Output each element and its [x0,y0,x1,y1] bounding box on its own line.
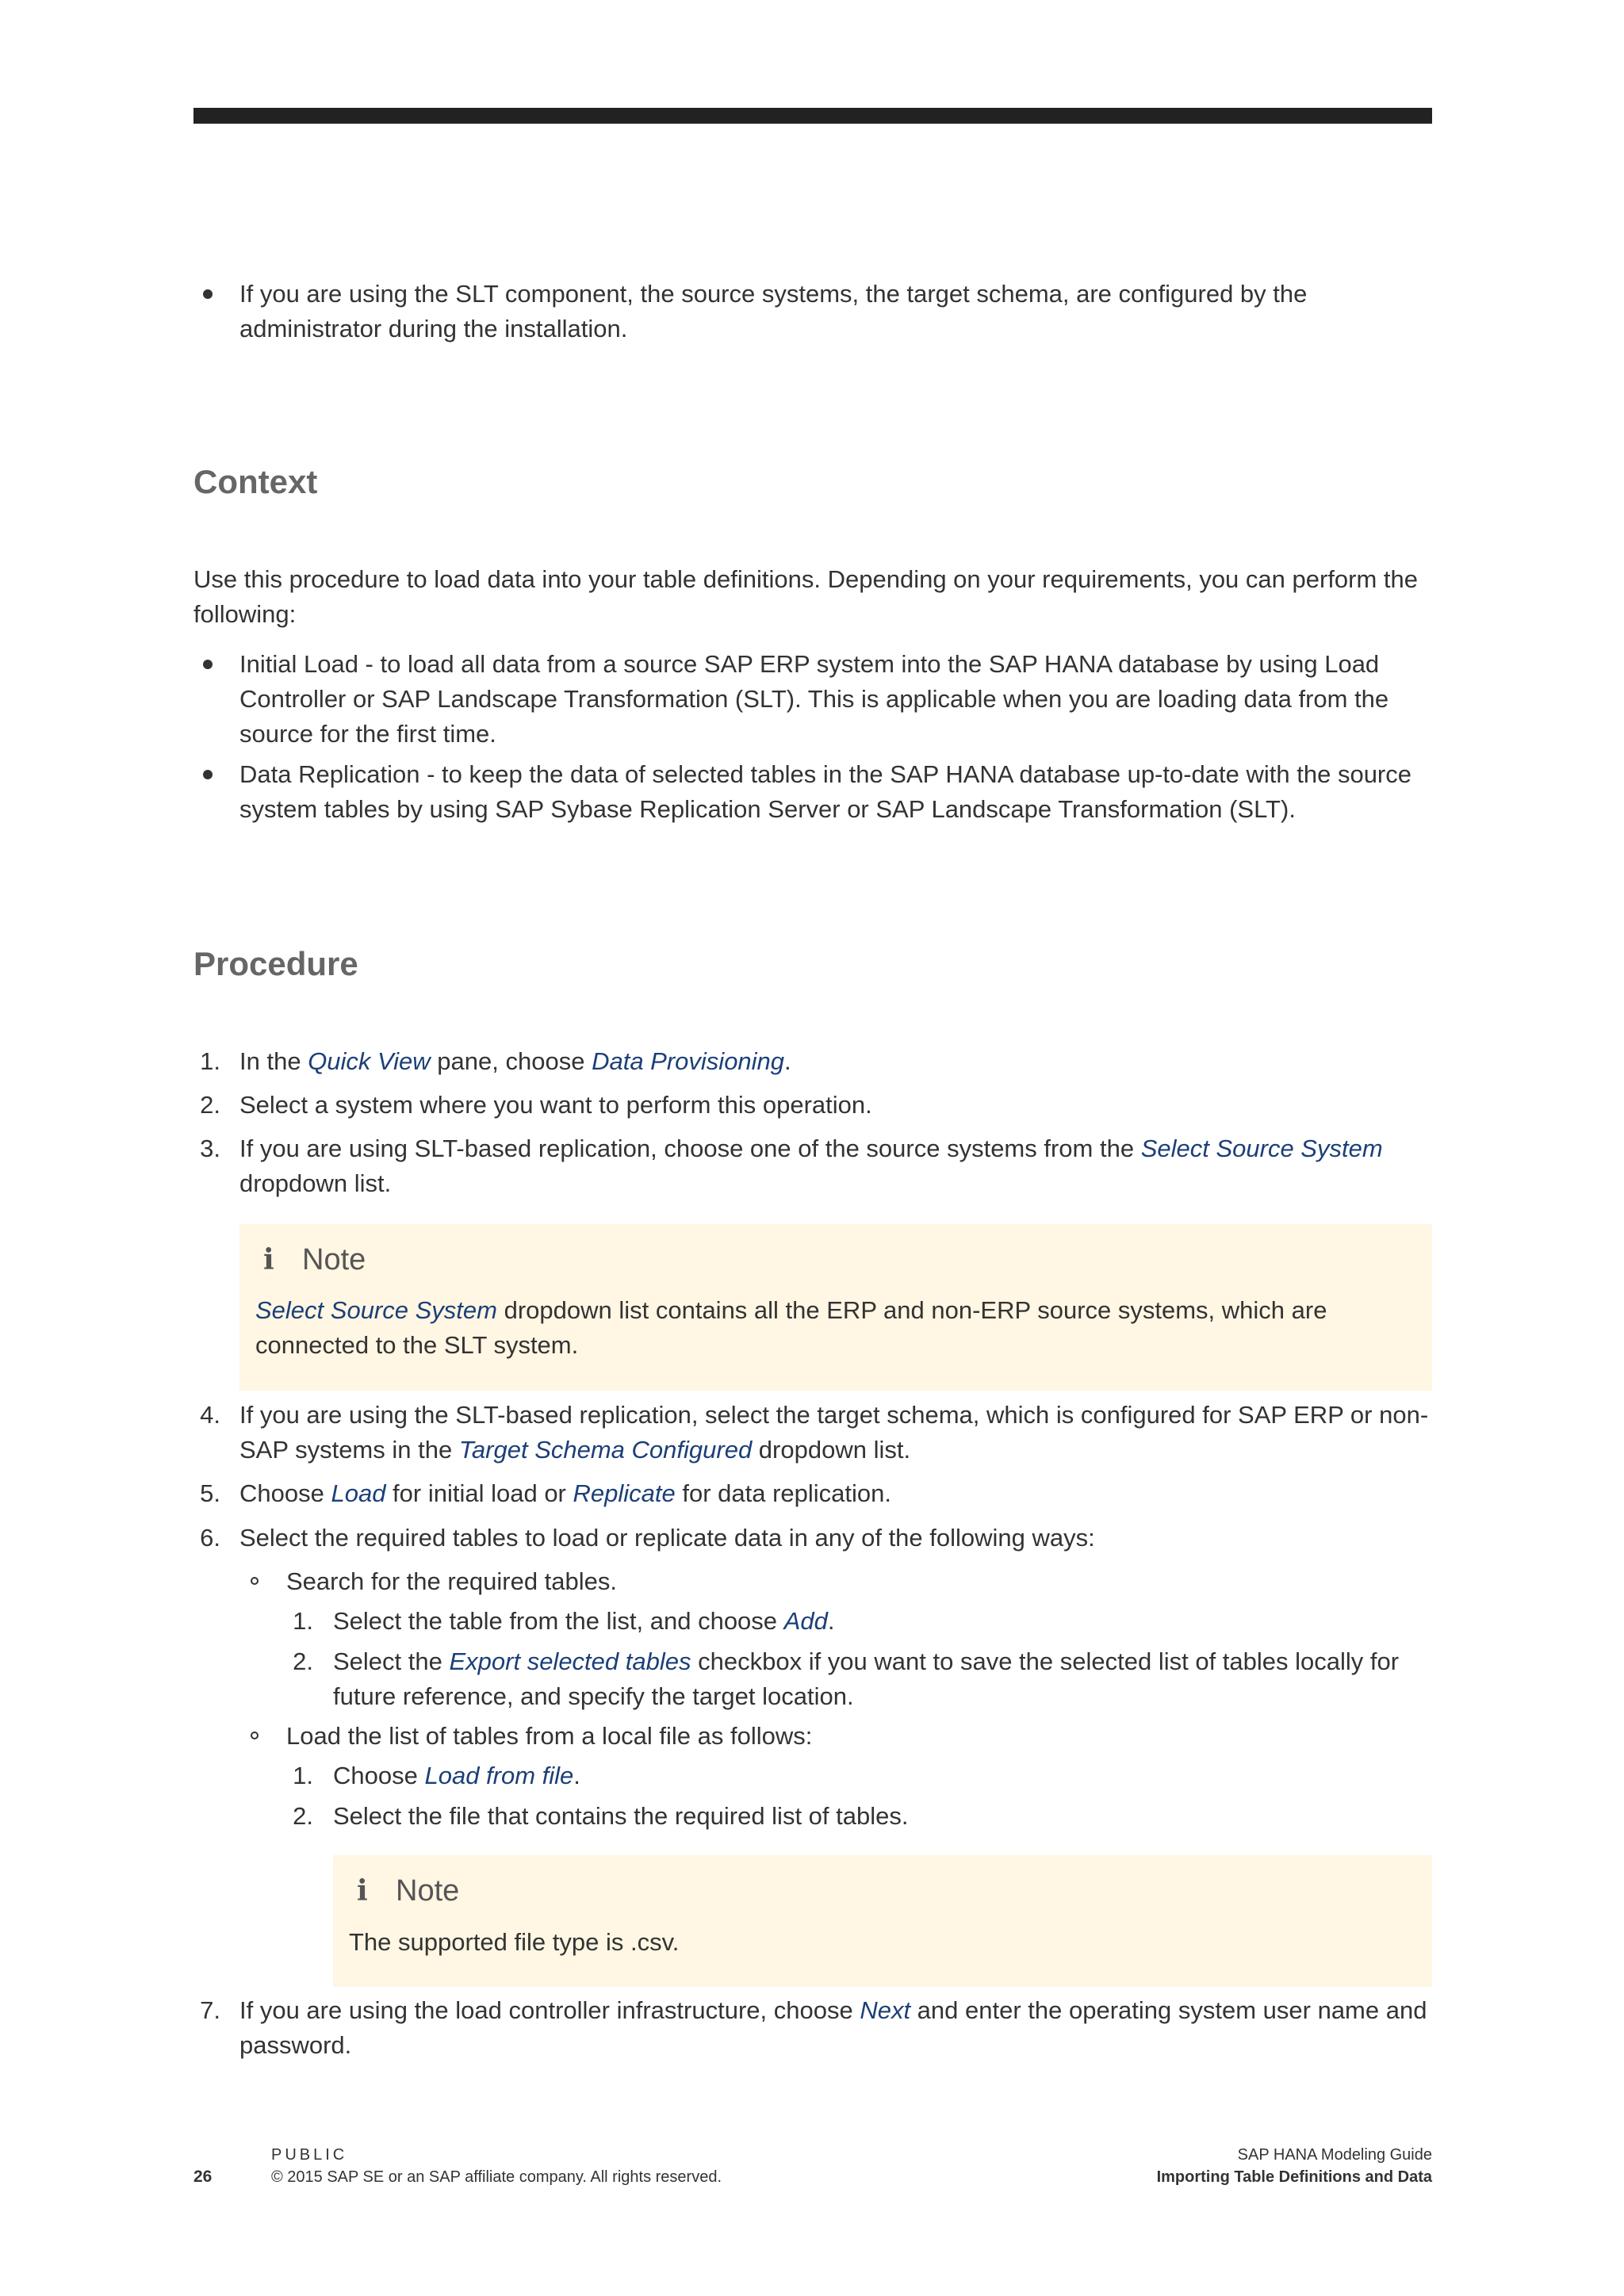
step-5-text: Choose Load for initial load or Replicate for data replication. [239,1479,892,1507]
step-3-text: If you are using SLT-based replication, choose one of the source systems from the Select Source System dropdown list. [239,1135,1383,1197]
load-from-file-link[interactable]: Load from file [424,1762,574,1789]
sub-option-search: Search for the required tables. [286,1567,618,1595]
step-7-text: If you are using the load controller infrastructure, choose Next and enter the operating system user name and password. [239,1996,1427,2059]
select-source-system-link[interactable]: Select Source System [1140,1135,1383,1162]
context-bullet-data-replication: Data Replication - to keep the data of selected tables in the SAP HANA database up-to-date with the source system tables by using SAP Sybase Replication Server or SAP Landscape Transformation (SLT). [239,760,1411,823]
note-title: Note [396,1874,460,1908]
info-icon: i [263,1243,274,1276]
step-number: 1. [200,1047,220,1075]
quick-view-link[interactable]: Quick View [308,1047,431,1075]
step-number: 5. [200,1479,220,1507]
step-number: 3. [200,1135,220,1162]
context-bullet-initial-load: Initial Load - to load all data from a source SAP ERP system into the SAP HANA database by using Load Controller or SAP Landscape Transformation (SLT). This is applicable when you are loading data from the source for the first time. [239,650,1389,748]
sub-step-select-file: Select the file that contains the required list of tables. [333,1802,909,1830]
info-icon: i [357,1874,368,1908]
sub-step-number: 1. [293,1762,313,1789]
sub-step-number: 2. [293,1647,313,1675]
replicate-link[interactable]: Replicate [573,1479,676,1507]
bullet-marker [203,289,213,299]
sub-bullet-marker [251,1577,259,1585]
context-paragraph: Use this procedure to load data into your table definitions. Depending on your requirements, you can perform the following: [193,565,1419,628]
target-schema-configured-link[interactable]: Target Schema Configured [458,1436,753,1464]
top-rule [193,108,1432,124]
sub-step-number: 2. [293,1802,313,1830]
chapter-title: Importing Table Definitions and Data [1156,2168,1432,2186]
guide-title: SAP HANA Modeling Guide [1237,2146,1432,2164]
page-number: 26 [193,2168,213,2186]
copyright-text: © 2015 SAP SE or an SAP affiliate company. All rights reserved. [271,2168,722,2186]
note-text: The supported file type is .csv. [349,1928,680,1956]
next-link[interactable]: Next [860,1996,911,2024]
note-box [239,1224,1432,1391]
data-provisioning-link[interactable]: Data Provisioning [592,1047,785,1075]
bullet-marker [203,660,213,669]
step-6-text: Select the required tables to load or replicate data in any of the following ways: [239,1524,1095,1552]
step-number: 6. [200,1524,220,1552]
classification-label: PUBLIC [271,2146,348,2164]
load-link[interactable]: Load [331,1479,386,1507]
sub-option-load-file: Load the list of tables from a local file as follows: [286,1722,813,1750]
export-selected-tables-link[interactable]: Export selected tables [449,1647,691,1675]
step-number: 7. [200,1996,220,2024]
add-link[interactable]: Add [783,1607,828,1635]
sub-step-choose-load: Choose Load from file. [333,1762,580,1789]
context-heading: Context [193,463,318,500]
step-number: 2. [200,1091,220,1119]
note-title: Note [302,1243,366,1276]
intro-bullet-text: If you are using the SLT component, the source systems, the target schema, are configured by the administrator during the installation. [239,280,1308,342]
note-box [333,1855,1432,1987]
step-1-text: In the Quick View pane, choose Data Provisioning. [239,1047,791,1075]
sub-step-number: 1. [293,1607,313,1635]
note-text: Select Source System dropdown list contains all the ERP and non-ERP source systems, which are connected to the SLT system. [255,1296,1327,1359]
step-number: 4. [200,1401,220,1429]
sub-step-export-tables: Select the Export selected tables checkbox if you want to save the selected list of tables locally for future reference, and specify the target location. [333,1647,1400,1710]
sub-bullet-marker [251,1732,259,1739]
step-4-text: If you are using the SLT-based replication, select the target schema, which is configured for SAP ERP or non-SAP systems in the Target Schema Configured dropdown list. [239,1401,1429,1464]
bullet-marker [203,770,213,779]
sub-step-select-table: Select the table from the list, and choose Add. [333,1607,835,1635]
step-2-text: Select a system where you want to perform this operation. [239,1091,872,1119]
procedure-heading: Procedure [193,945,358,982]
